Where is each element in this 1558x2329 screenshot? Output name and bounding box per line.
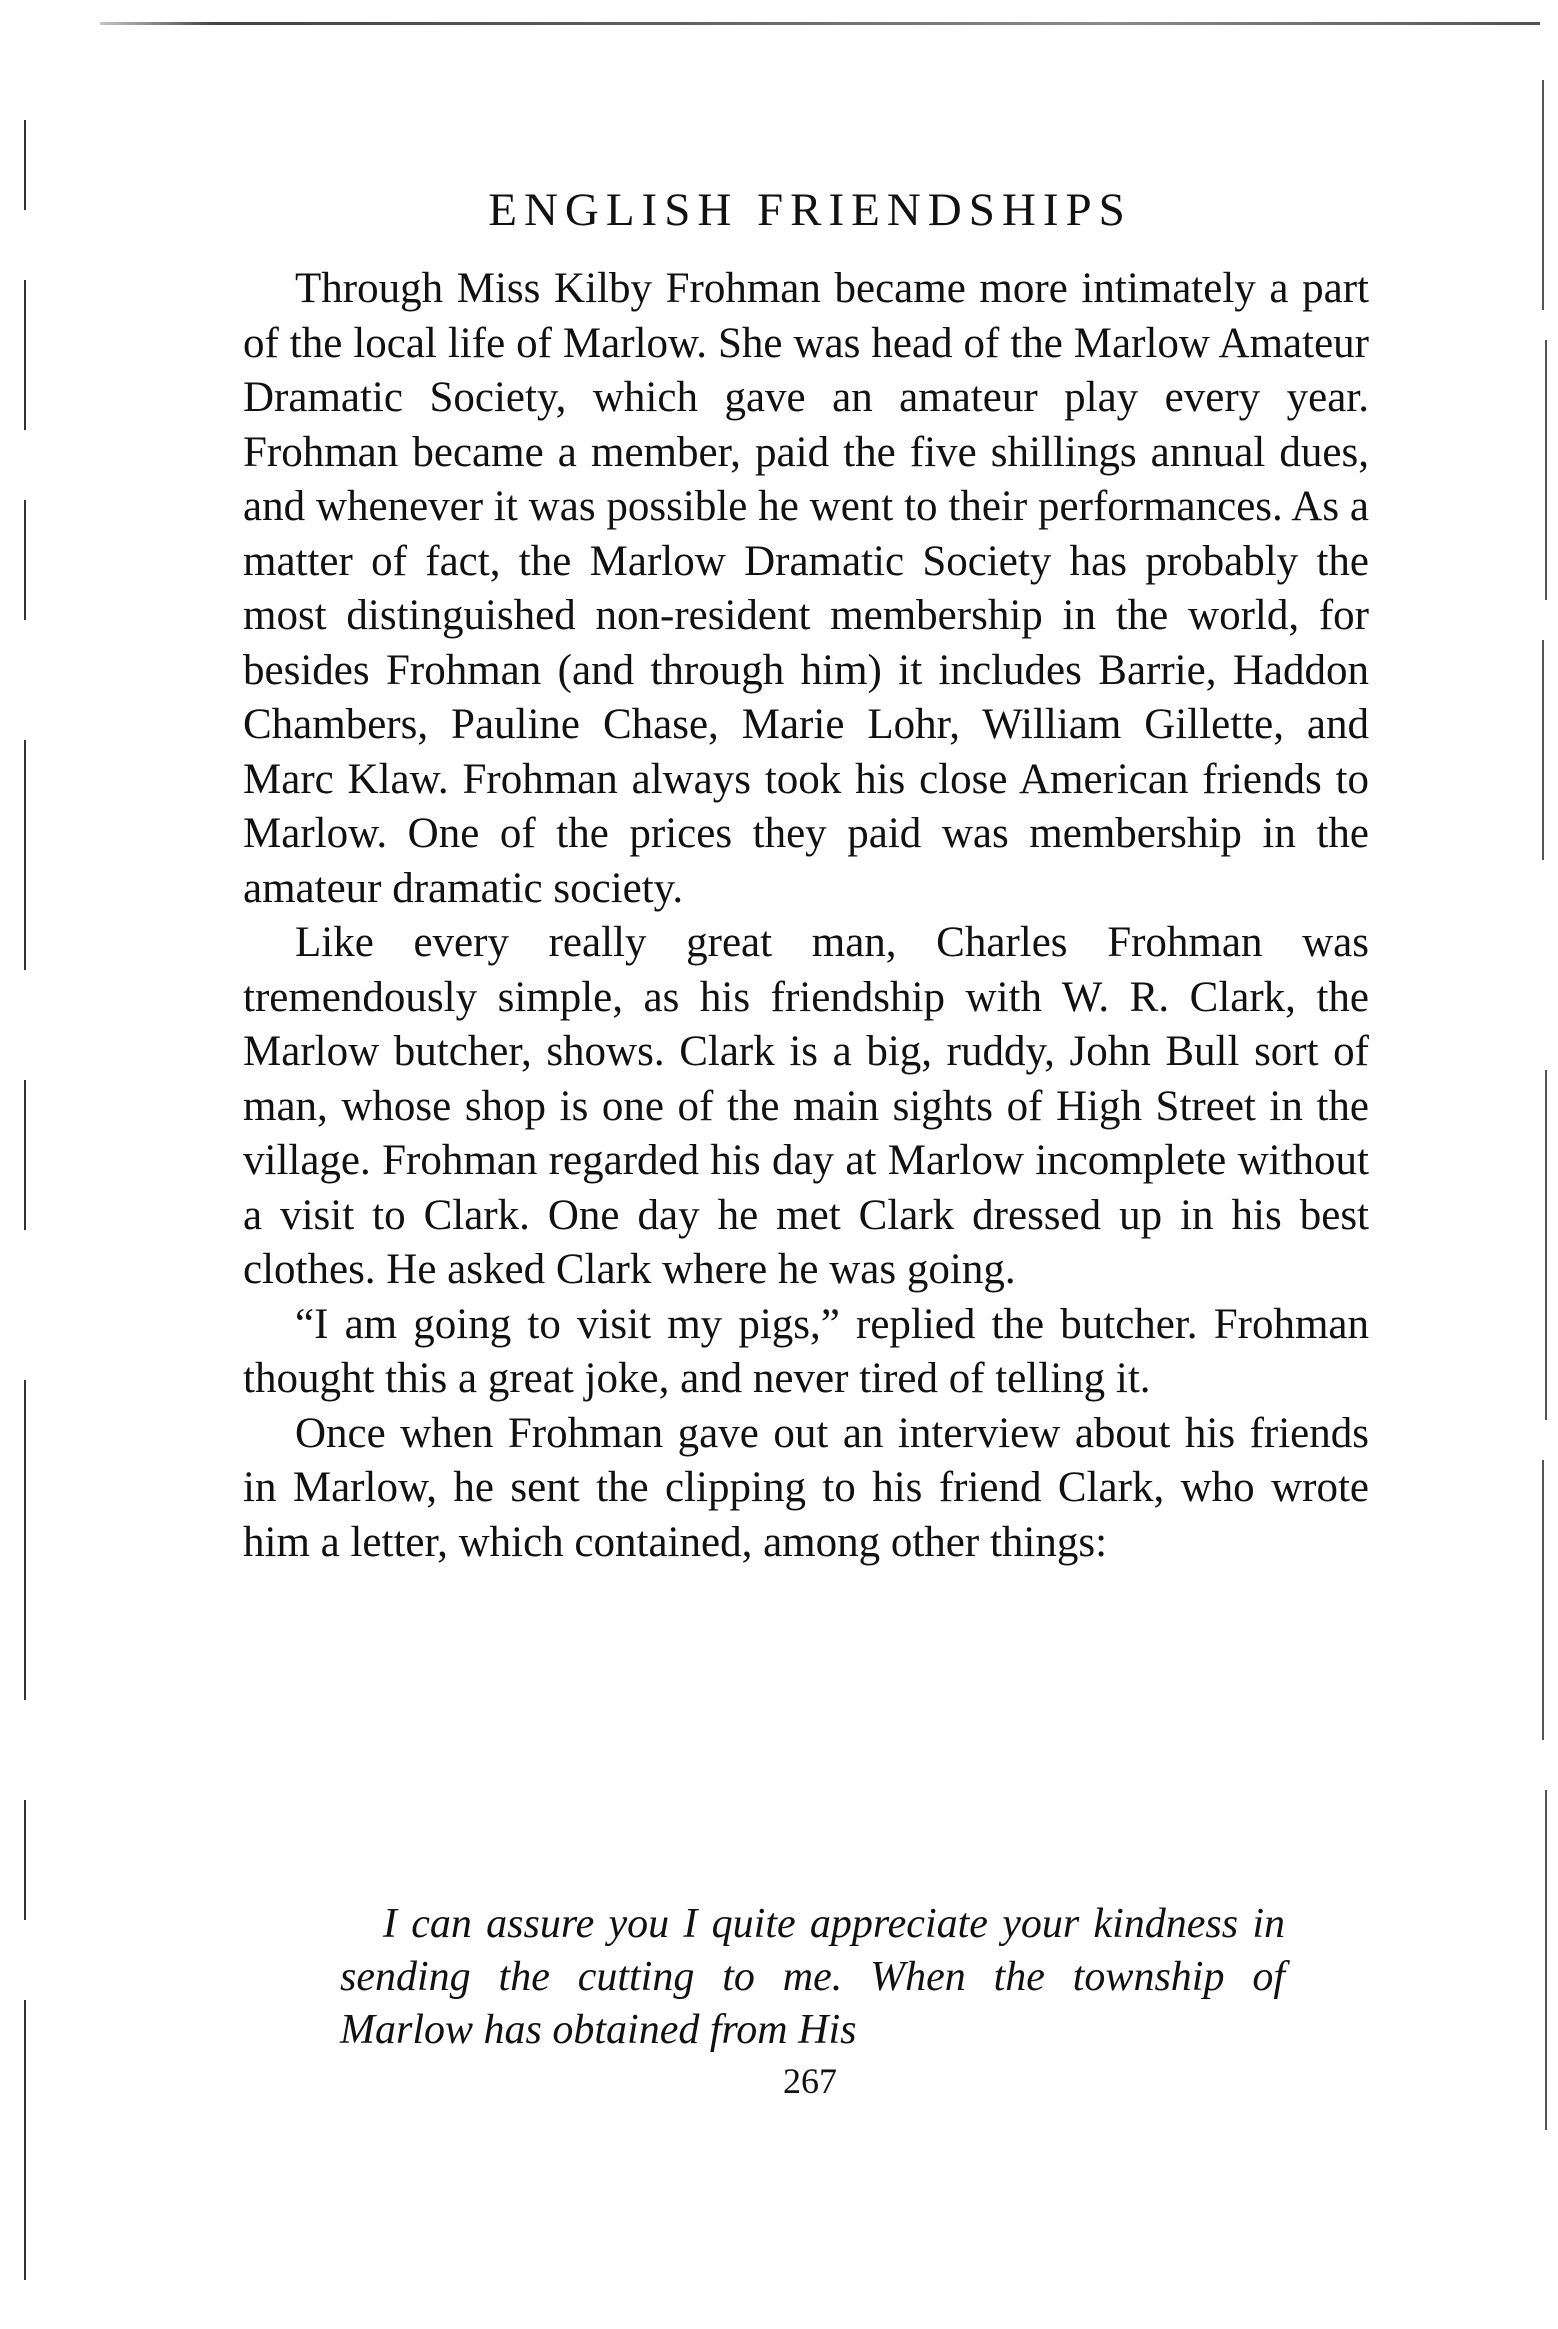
paragraph: Once when Frohman gave out an interview about his friends in Marlow, he sent the clipping to his friend Clark, who wrote him a letter, which contained, among other things: [243,1409,1369,1566]
page-number: 267 [783,2061,837,2101]
body-text [243,262,1369,1570]
scan-right-edge [1542,40,1548,2290]
paragraph: Through Miss Kilby Frohman became more intimately a part of the local life of Marlow. She was head of the Marlow Amateur Dramatic Society, which gave an amateur play every year. Frohman became a member, paid the five shillings annual dues, and whenever it was possible he went to their performances. As a matter of fact, the Marlow Dramatic Society has probably the most distinguished non-resident membership in the world, for besides Frohman (and through him) it includes Barrie, Haddon Chambers, Pauline Chase, Marie Lohr, William Gillette, and Marc Klaw. Frohman always took his close American friends to Marlow. One of the prices they paid was membership in the amateur dramatic society. [243,265,1369,912]
running-head: ENGLISH FRIENDSHIPS [488,184,1132,236]
paragraph: Like every really great man, Charles Frohman was tremendously simple, as his friendship with W. R. Clark, the Marlow butcher, shows. Clark is a big, ruddy, John Bull sort of man, whose shop is one of the main sights of High Street in the village. Frohman regarded his day at Marlow incomplete without a visit to Clark. One day he met Clark dressed up in his best clothes. He asked Clark where he was going. [243,919,1369,1293]
scan-top-edge [100,22,1540,25]
paragraph: “I am going to visit my pigs,” replied the butcher. Frohman thought this a great joke, and never tired of telling it. [243,1300,1369,1402]
quote-text: I can assure you I quite appreciate your kindness in sending the cutting to me. When the township of Marlow has obtained from His [340,1901,1285,2053]
block-quote [340,1898,1285,2057]
scan-left-edge [24,100,28,2300]
